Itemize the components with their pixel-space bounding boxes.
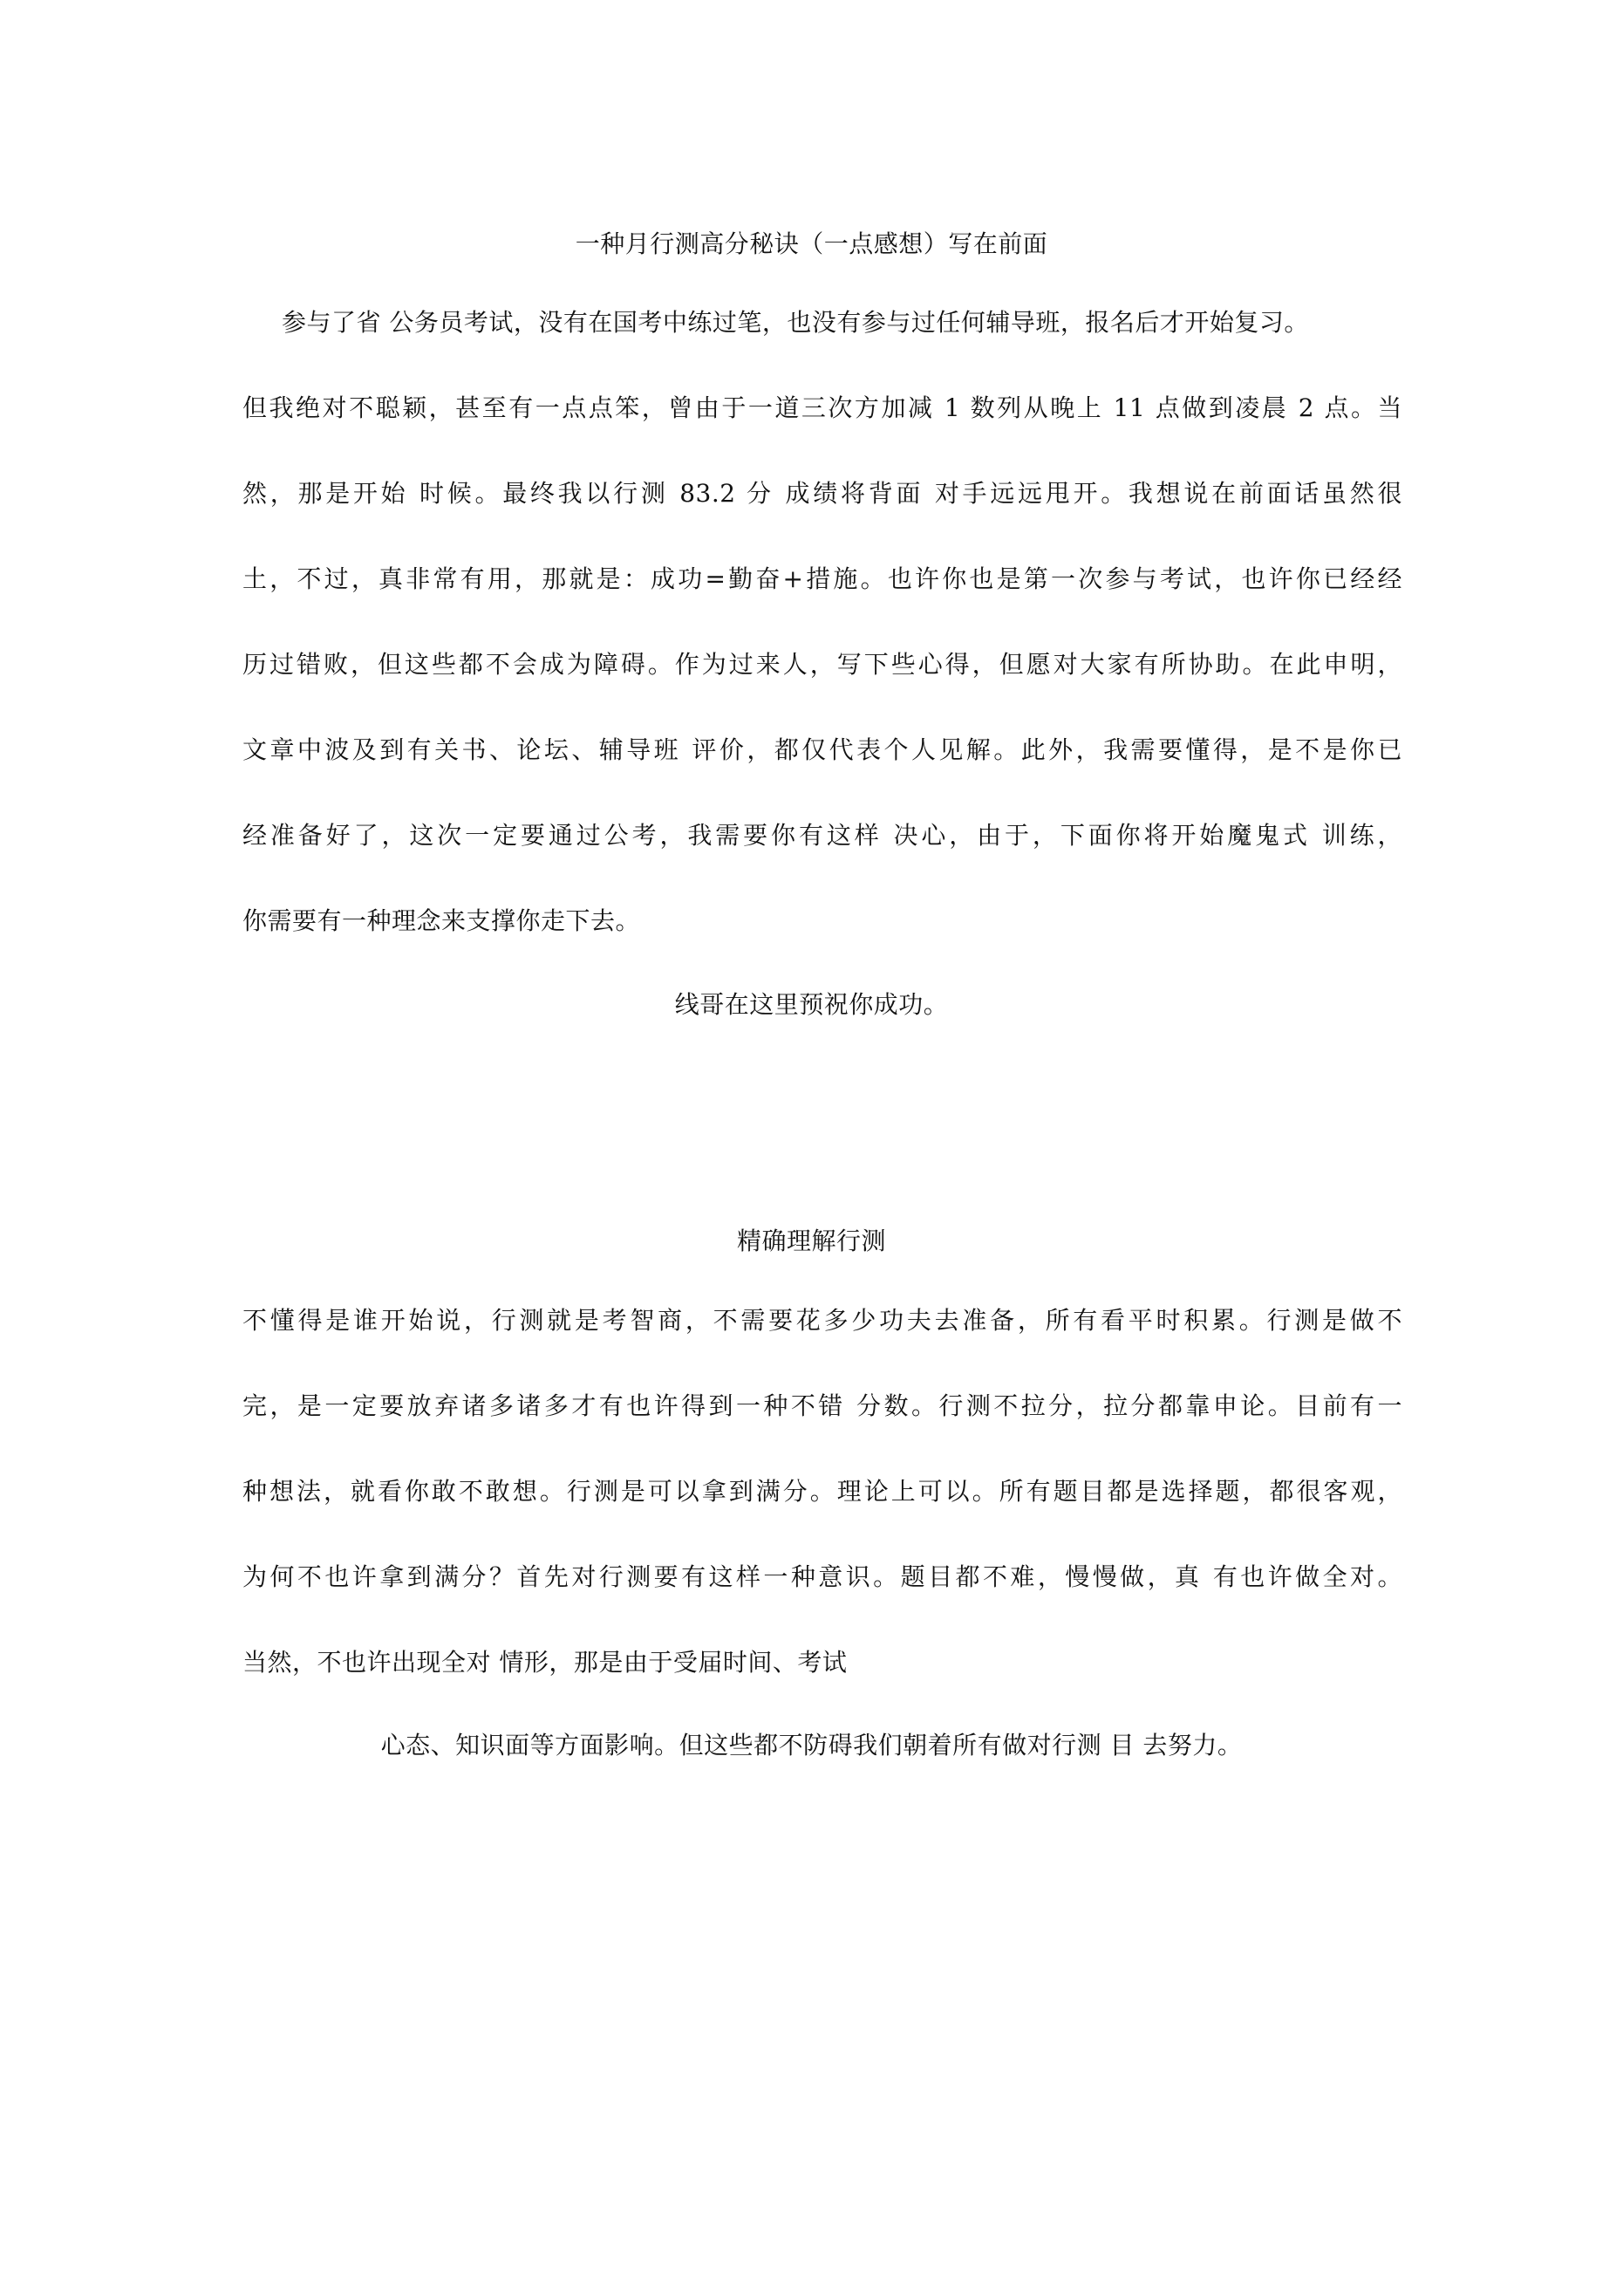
intro-line-7: 经准备好了，这次一定要通过公考，我需要你有这样 决心，由于，下面你将开始魔鬼式 训练， (242, 821, 1402, 850)
section-line-3: 种想法，就看你敢不敢想。行测是可以拿到满分。理论上可以。所有题目都是选择题，都很客观， (242, 1477, 1402, 1506)
section-line-4: 为何不也许拿到满分？首先对行测要有这样一种意识。题目都不难，慢慢做，真 有也许做全对。 (242, 1562, 1402, 1591)
intro-line-5: 历过错败，但这些都不会成为障碍。作为过来人，写下些心得，但愿对大家有所协助。在此申明， (242, 650, 1402, 679)
section-heading: 精确理解行测 (736, 1227, 886, 1255)
section-line-2: 完，是一定要放弃诸多诸多才有也许得到一种不错 分数。行测不拉分，拉分都靠申论。目前有一 (242, 1391, 1402, 1420)
intro-line-6: 文章中波及到有关书、论坛、辅导班 评价，都仅代表个人见解。此外，我需要懂得，是不是你已 (242, 735, 1402, 764)
intro-line-8: 你需要有一种理念来支撑你走下去。 (242, 906, 641, 935)
document-title: 一种月行测高分秘诀（一点感想）写在前面 (575, 229, 1048, 258)
intro-line-2: 但我绝对不聪颖，甚至有一点点笨，曾由于一道三次方加减 1 数列从晚上 11 点做到凌晨 2 点。当 (242, 393, 1402, 422)
blessing-line: 线哥在这里预祝你成功。 (674, 990, 949, 1019)
intro-line-1: 参与了省 公务员考试，没有在国考中练过笔，也没有参与过任何辅导班，报名后才开始复习。 (282, 308, 1309, 337)
section-line-1: 不懂得是谁开始说，行测就是考智商，不需要花多少功夫去准备，所有看平时积累。行测是做不 (242, 1306, 1402, 1335)
intro-line-3: 然，那是开始 时候。最终我以行测 83.2 分 成绩将背面 对手远远甩开。我想说在前面话虽然很 (242, 479, 1402, 508)
intro-line-4: 土，不过，真非常有用，那就是：成功=勤奋+措施。也许你也是第一次参与考试，也许你已经经 (242, 564, 1402, 593)
section-line-5: 当然，不也许出现全对 情形，那是由于受届时间、考试 (242, 1648, 848, 1677)
closing-line: 心态、知识面等方面影响。但这些都不防碍我们朝着所有做对行测 目 去努力。 (380, 1731, 1243, 1760)
